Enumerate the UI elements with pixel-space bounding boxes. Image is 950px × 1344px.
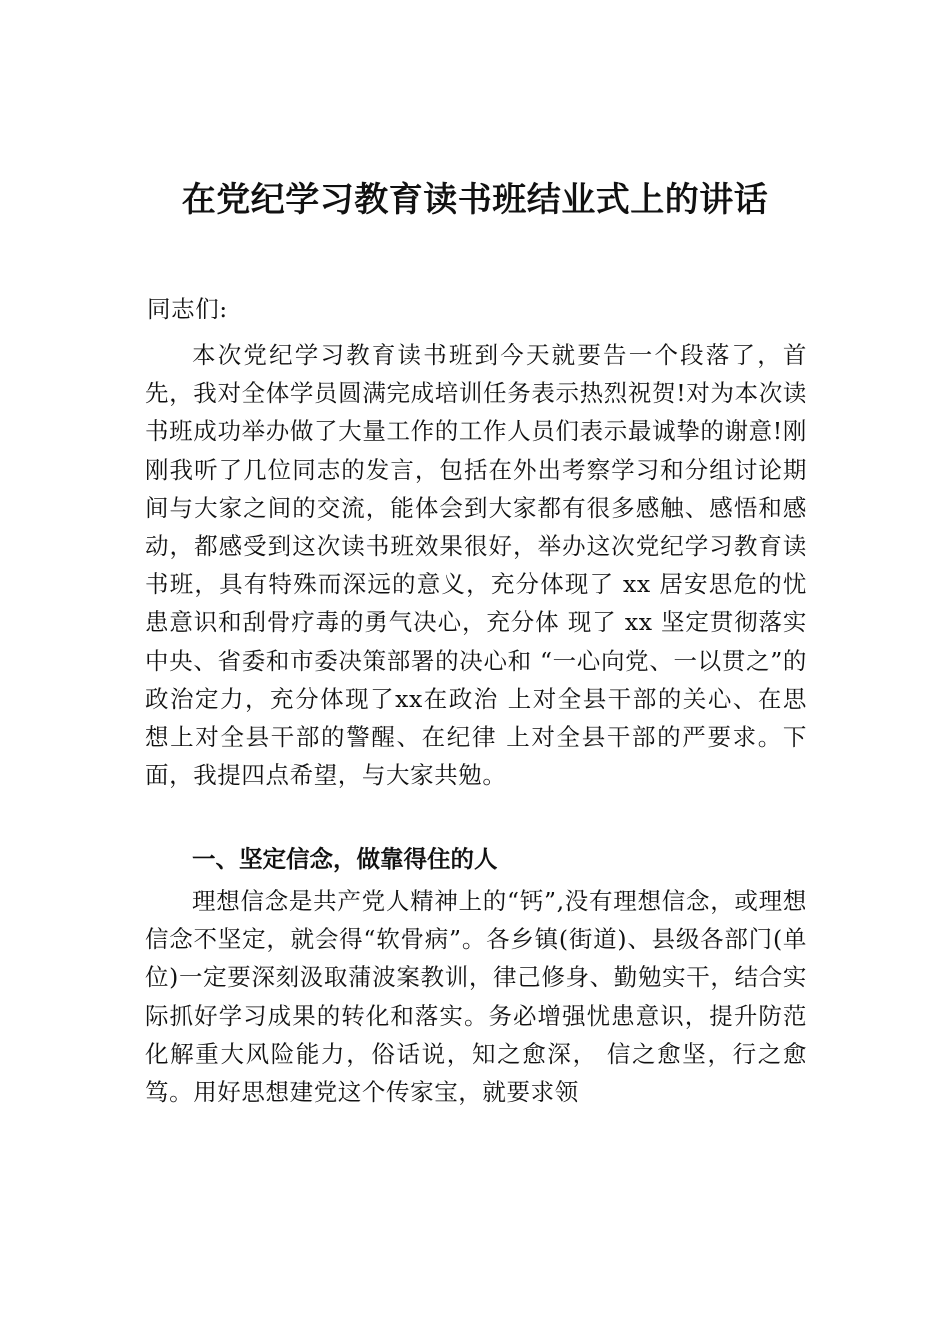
document-title: 在党纪学习教育读书班结业式上的讲话: [181, 180, 769, 220]
section-heading: 一、坚定信念，做靠得住的人: [192, 845, 498, 873]
paragraph-opening: 本次党纪学习教育读书班到今天就要告一个段落了，首先，我对全体学员圆满完成培训任务表示热烈祝贺!对为本次读书班成功举办做了大量工作的工作人员们表示最诚挚的谢意!刚刚我听了几位同志的发言，包括在外出考察学习和分组讨论期间与大家之间的交流，能体会到大家都有很多感触、感悟和感动，都感受到这次读书班效果很好，举办这次党纪学习教育读书班，具有特殊而深远的意义，充分体现了 xx 居安思危的忧患意识和刮骨疗毒的勇气决心，充分体 现了 xx 坚定贯彻落实中央、省委和市委决策部署的决心和 “一心向党、一以贯之”的政治定力，充分体现了xx在政治 上对全县干部的关心、在思想上对全县干部的警醒、在纪律 上对全县干部的严要求。下面，我提四点希望，与大家共勉。: [145, 341, 807, 790]
paragraph-section-one: 理想信念是共产党人精神上的“钙”,没有理想信念，或理想信念不坚定，就会得“软骨病”。各乡镇(街道)、县级各部门(单位)一定要深刻汲取蒲波案教训，律己修身、勤勉实干，结合实际抓好学习成果的转化和落实。务必增强忧患意识，提升防范化解重大风险能力，俗话说，知之愈深， 信之愈坚，行之愈笃。用好思想建党这个传家宝，就要求领: [145, 887, 807, 1107]
salutation: 同志们:: [147, 295, 228, 323]
